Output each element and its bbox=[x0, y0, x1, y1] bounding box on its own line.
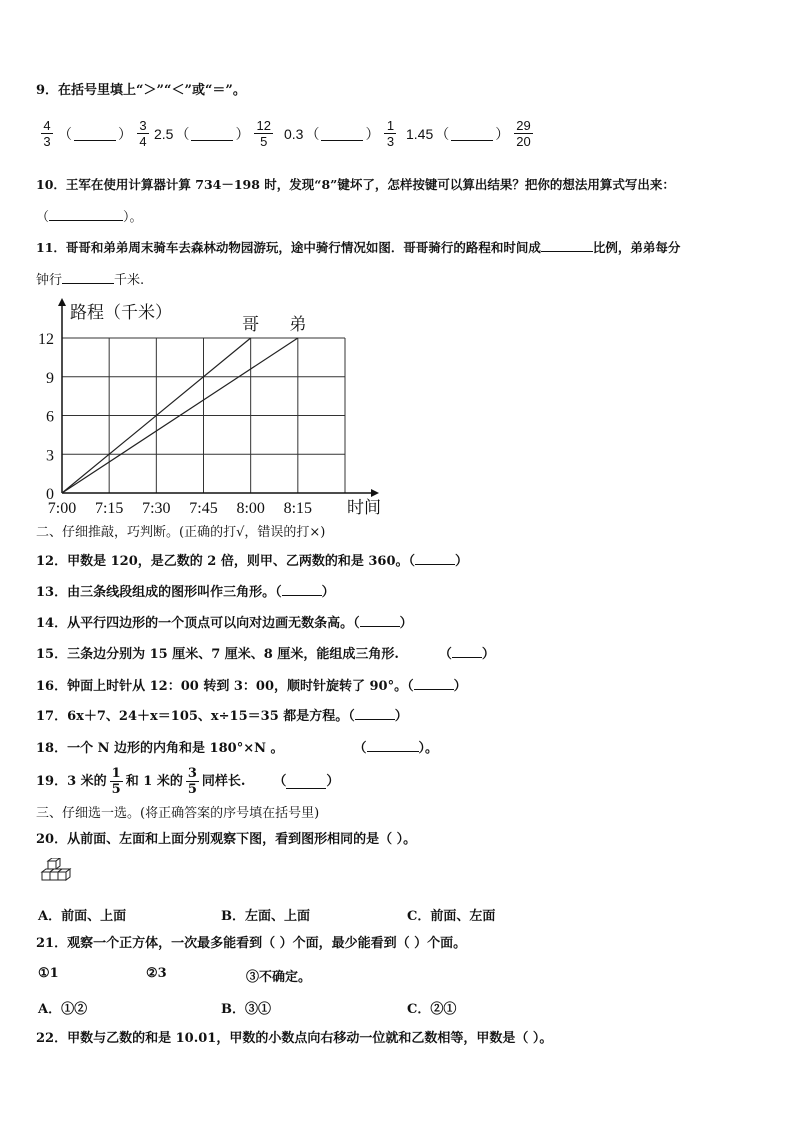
x-tick-label: 8:00 bbox=[236, 500, 265, 517]
q21-choice-1: ①1 bbox=[38, 966, 59, 981]
answer-blank[interactable] bbox=[541, 238, 593, 252]
answer-blank[interactable] bbox=[191, 127, 233, 141]
close-paren: ）。 bbox=[418, 741, 439, 756]
fraction bbox=[384, 118, 396, 149]
close-paren: ） bbox=[399, 616, 413, 631]
q9-item-1 bbox=[38, 118, 152, 149]
q17 bbox=[36, 706, 408, 726]
series-label-1: 哥 bbox=[242, 315, 260, 335]
answer-blank[interactable] bbox=[451, 127, 493, 141]
fraction bbox=[254, 118, 272, 149]
q11-line2 bbox=[36, 270, 144, 290]
x-tick-label: 7:45 bbox=[189, 500, 218, 517]
section-2-title: 二、仔细推敲，巧判断。(正确的打√，错误的打×) bbox=[36, 525, 326, 540]
x-tick-label: 8:15 bbox=[283, 500, 313, 517]
answer-blank[interactable] bbox=[367, 738, 419, 752]
q9-title: 9．在括号里填上“＞”“＜”或“＝”。 bbox=[36, 83, 246, 98]
x-tick-label: 7:30 bbox=[142, 500, 171, 517]
q20-text: 20．从前面、左面和上面分别观察下图，看到图形相同的是（ ）。 bbox=[36, 832, 417, 847]
numerator: 29 bbox=[516, 118, 531, 133]
numerator: 4 bbox=[43, 118, 51, 133]
q16-text: 16．钟面上时针从 12：00 转到 3：00，顺时针旋转了 90°。（ bbox=[36, 679, 414, 694]
distance-time-chart bbox=[36, 298, 381, 520]
q21-choice-3: ③不确定。 bbox=[246, 970, 312, 985]
close-paren: ） bbox=[453, 679, 467, 694]
q15-text: 15．三条边分别为 15 厘米、7 厘米、8 厘米，能组成三角形. bbox=[36, 647, 399, 662]
q12 bbox=[36, 551, 468, 571]
answer-blank[interactable] bbox=[452, 644, 482, 658]
q15 bbox=[36, 644, 495, 664]
q21-option-b[interactable]: B．③① bbox=[221, 1002, 271, 1017]
left-value: 0.3 bbox=[284, 125, 304, 142]
q11-text: 钟行 bbox=[36, 273, 63, 288]
x-axis-label: 时间 bbox=[347, 498, 381, 518]
fraction bbox=[514, 118, 532, 149]
denominator: 5 bbox=[111, 782, 121, 797]
q19-text: 和 1 米的 bbox=[125, 773, 183, 789]
left-value: 2.5 bbox=[154, 125, 174, 142]
denominator: 20 bbox=[516, 134, 531, 149]
fraction bbox=[186, 766, 199, 797]
numerator: 1 bbox=[111, 766, 121, 781]
q18 bbox=[36, 738, 438, 758]
q20-option-c[interactable]: C．前面、左面 bbox=[407, 909, 496, 924]
answer-blank[interactable] bbox=[286, 775, 326, 789]
cubes-icon bbox=[38, 858, 74, 890]
y-tick-label: 0 bbox=[46, 486, 54, 503]
q22-text: 22．甲数与乙数的和是 10.01，甲数的小数点向右移动一位就和乙数相等，甲数是（ ）。 bbox=[36, 1031, 553, 1046]
numerator: 3 bbox=[139, 118, 147, 133]
y-axis-arrow bbox=[58, 298, 66, 306]
answer-blank[interactable] bbox=[355, 706, 395, 720]
q9-item-3 bbox=[284, 118, 399, 149]
answer-blank[interactable] bbox=[74, 127, 116, 141]
q12-text: 12．甲数是 120，是乙数的 2 倍，则甲、乙两数的和是 360。（ bbox=[36, 554, 416, 569]
answer-blank[interactable] bbox=[415, 551, 455, 565]
close-paren: ） bbox=[495, 125, 510, 142]
q21-option-c[interactable]: C．②① bbox=[407, 1002, 457, 1017]
numerator: 3 bbox=[187, 766, 197, 781]
q16 bbox=[36, 676, 467, 696]
q21-text: 21．观察一个正方体，一次最多能看到（ ）个面，最少能看到（ ）个面。 bbox=[36, 936, 467, 951]
numerator: 12 bbox=[256, 118, 271, 133]
q21-choice-2: ②3 bbox=[146, 966, 167, 981]
answer-blank[interactable] bbox=[321, 127, 363, 141]
y-tick-label: 3 bbox=[46, 447, 54, 465]
q19-text: 19．3 米的 bbox=[36, 773, 107, 789]
denominator: 5 bbox=[260, 134, 268, 149]
denominator: 4 bbox=[139, 134, 147, 149]
q11-text-end: 比例，弟弟每分 bbox=[592, 240, 681, 255]
q11-line1 bbox=[36, 238, 680, 257]
close-paren: ） bbox=[235, 125, 250, 142]
close-paren: ） bbox=[321, 585, 335, 600]
y-tick-label: 9 bbox=[46, 369, 54, 387]
q19 bbox=[36, 766, 339, 797]
q11-text-end: 千米. bbox=[114, 273, 145, 288]
q13 bbox=[36, 582, 335, 602]
q21-option-a[interactable]: A．①② bbox=[38, 1002, 88, 1017]
fraction bbox=[41, 118, 53, 149]
fraction bbox=[137, 118, 149, 149]
y-axis-label: 路程（千米） bbox=[70, 303, 172, 323]
close-paren: ） bbox=[365, 125, 380, 142]
section-3-title: 三、仔细选一选。(将正确答案的序号填在括号里) bbox=[36, 806, 320, 821]
q9-item-4 bbox=[406, 118, 536, 149]
q20-option-b[interactable]: B．左面、上面 bbox=[221, 909, 310, 924]
answer-blank[interactable] bbox=[360, 613, 400, 627]
q10-answer bbox=[36, 207, 143, 227]
q20-option-a[interactable]: A．前面、上面 bbox=[38, 909, 127, 924]
open-paren: （ bbox=[36, 210, 50, 225]
open-paren: （ bbox=[273, 773, 287, 789]
close-paren: ） bbox=[118, 125, 132, 142]
open-paren: （ bbox=[58, 125, 72, 142]
close-paren: ） bbox=[394, 709, 408, 724]
answer-blank[interactable] bbox=[49, 207, 123, 221]
q14 bbox=[36, 613, 413, 633]
x-axis-arrow bbox=[371, 489, 379, 497]
q17-text: 17．6x＋7、24＋x＝105、x÷15＝35 都是方程。（ bbox=[36, 709, 355, 724]
answer-blank[interactable] bbox=[62, 270, 114, 284]
answer-blank[interactable] bbox=[414, 676, 454, 690]
q18-text: 18．一个 N 边形的内角和是 180°×N 。 bbox=[36, 741, 284, 756]
q14-text: 14．从平行四边形的一个顶点可以向对边画无数条高。（ bbox=[36, 616, 360, 631]
answer-blank[interactable] bbox=[282, 582, 322, 596]
q11-text: 11．哥哥和弟弟周末骑车去森林动物园游玩，途中骑行情况如图．哥哥骑行的路程和时间成 bbox=[36, 240, 541, 255]
x-tick-label: 7:15 bbox=[94, 500, 124, 517]
open-paren: （ bbox=[175, 125, 190, 142]
close-paren: ） bbox=[326, 773, 340, 789]
x-tick-label: 7:00 bbox=[47, 500, 77, 517]
open-paren: （ bbox=[353, 741, 367, 756]
numerator: 1 bbox=[386, 118, 395, 133]
close-paren: ）。 bbox=[123, 210, 143, 225]
close-paren: ） bbox=[481, 647, 495, 662]
denominator: 3 bbox=[386, 134, 395, 149]
open-paren: （ bbox=[438, 647, 452, 662]
q19-text: 同样长. bbox=[201, 773, 246, 789]
close-paren: ） bbox=[455, 554, 469, 569]
open-paren: （ bbox=[305, 125, 320, 142]
y-tick-label: 6 bbox=[46, 408, 54, 426]
y-tick-label: 12 bbox=[38, 331, 54, 348]
left-value: 1.45 bbox=[406, 125, 434, 142]
open-paren: （ bbox=[435, 125, 450, 142]
fraction bbox=[110, 766, 123, 797]
denominator: 5 bbox=[187, 782, 197, 797]
denominator: 3 bbox=[43, 134, 51, 149]
series-label-2: 弟 bbox=[289, 315, 307, 335]
q10-text: 10．王军在使用计算器计算 734－198 时，发现“8”键坏了，怎样按键可以算出结果？把你的想法用算式写出来： bbox=[36, 177, 675, 192]
q9-item-2 bbox=[154, 118, 276, 149]
q13-text: 13．由三条线段组成的图形叫作三角形。（ bbox=[36, 585, 282, 600]
